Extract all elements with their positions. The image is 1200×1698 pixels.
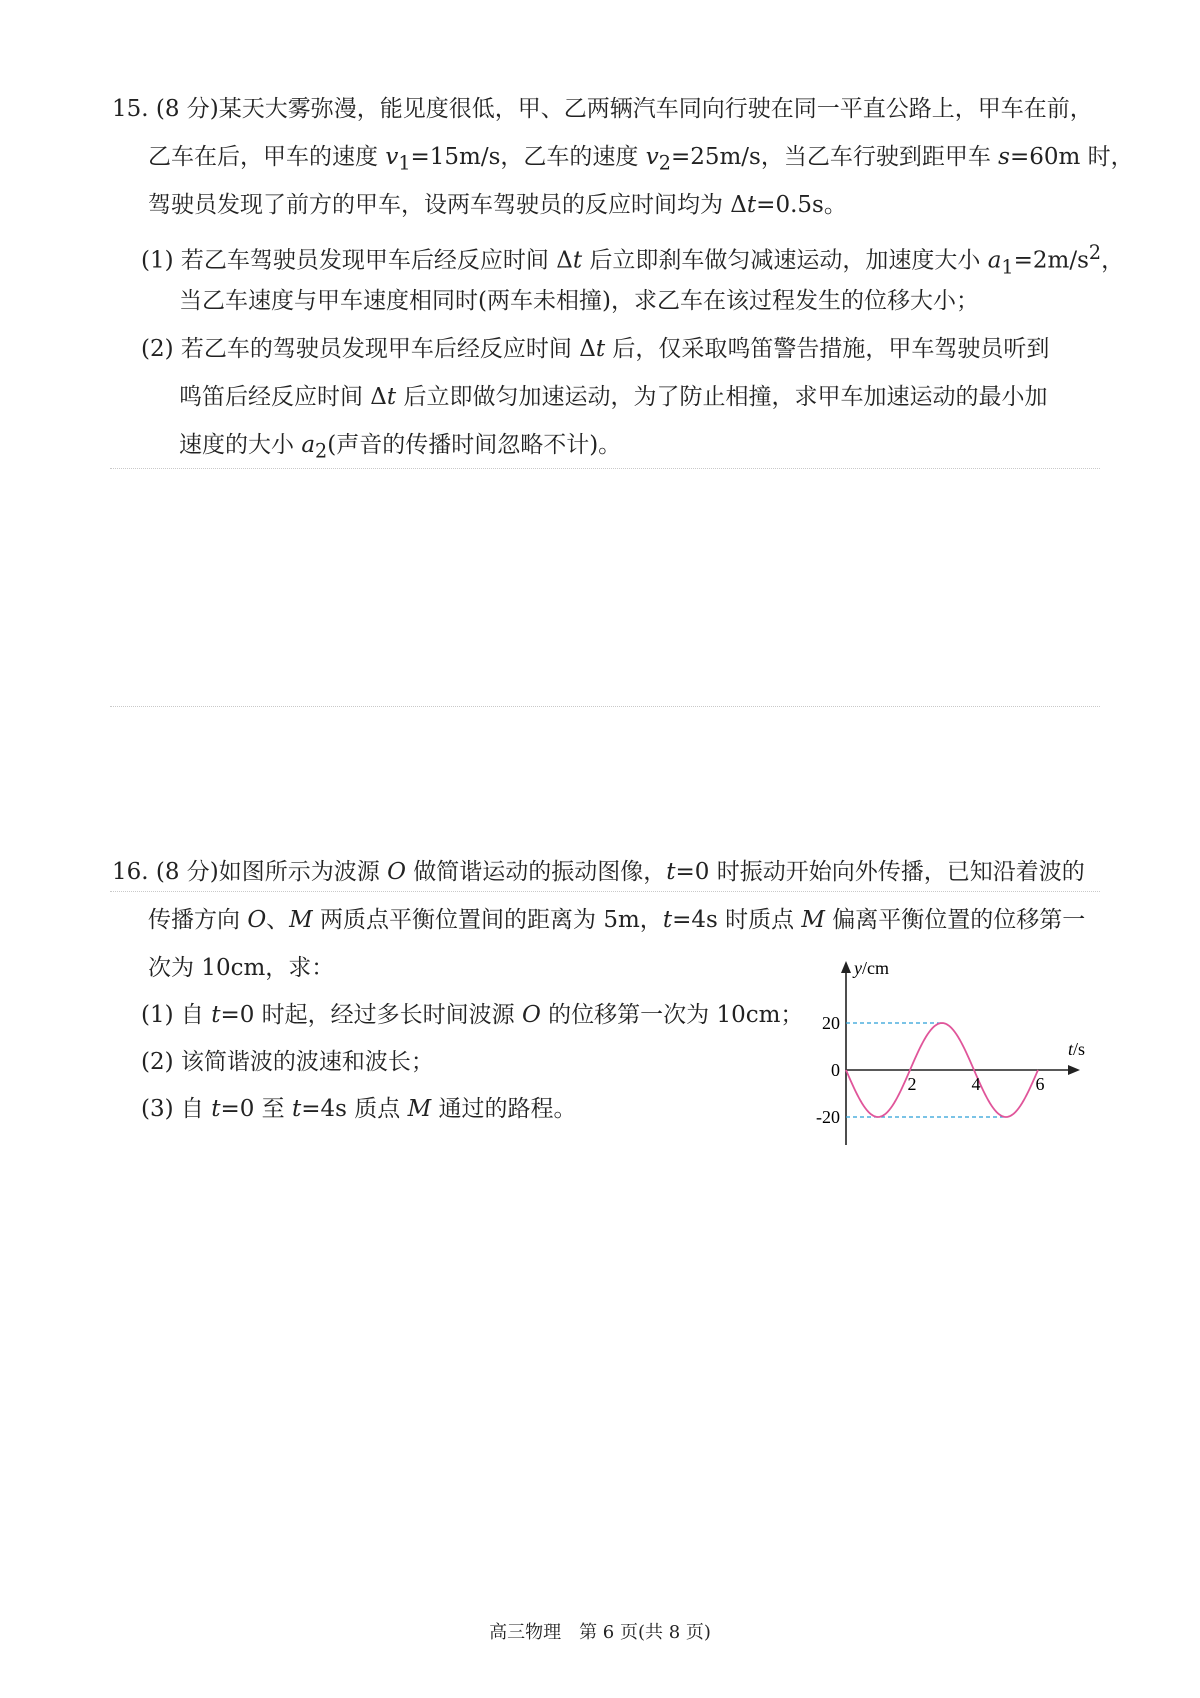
q15-line2: 乙车在后，甲车的速度 $v_1=15m/s$，乙车的速度 $v_2=25m/s$，当乙车行驶到距甲车 s=60m 时， — [148, 144, 1134, 175]
x-tick-label: 2 — [907, 1074, 917, 1094]
q16-part3: (3) 自 t=0 至 t=4s 质点 M 通过的路程。 — [141, 1096, 577, 1122]
q15-line3: 驾驶员发现了前方的甲车，设两车驾驶员的反应时间均为 Δt=0.5s。 — [148, 192, 847, 218]
x-axis-arrow — [1068, 1065, 1080, 1075]
x-tick-label: 4 — [971, 1074, 981, 1094]
q16-line3: 次为 10cm，求： — [148, 955, 335, 981]
page-footer: 高三物理 第 6 页(共 8 页) — [489, 1622, 711, 1643]
y-tick-label: 20 — [822, 1013, 840, 1033]
x-tick-label: 6 — [1035, 1074, 1045, 1094]
q16-line2: 传播方向 O、M 两质点平衡位置间的距离为 5m，t=4s 时质点 M 偏离平衡位置的位移第一 — [148, 907, 1086, 933]
y-tick-label: -20 — [816, 1107, 840, 1127]
separator — [110, 468, 1100, 469]
q15-line1: 15. (8 分)某天大雾弥漫，能见度很低，甲、乙两辆汽车同向行驶在同一平直公路上，甲车在前， — [112, 96, 1093, 122]
separator — [110, 891, 1100, 892]
vibration-graph — [800, 955, 1100, 1155]
y-axis-arrow — [841, 961, 851, 973]
q15-part1-line1: (1) 若乙车驾驶员发现甲车后经反应时间 Δt 后立即刹车做匀减速运动，加速度大小 $a_1=2m/s^2$， — [141, 241, 1125, 279]
q15-part2-line3: 速度的大小 $a_2$(声音的传播时间忽略不计)。 — [179, 432, 622, 463]
q16-line1: 16. (8 分)如图所示为波源 O 做简谐运动的振动图像，t=0 时振动开始向外传播，已知沿着波的 — [112, 859, 1085, 885]
y-axis-label: y/cm — [854, 958, 889, 978]
separator — [110, 706, 1100, 707]
q16-part2: (2) 该简谐波的波速和波长； — [141, 1049, 434, 1075]
q15-part1-line2: 当乙车速度与甲车速度相同时(两车未相撞)，求乙车在该过程发生的位移大小； — [179, 288, 979, 314]
q16-part1: (1) 自 t=0 时起，经过多长时间波源 O 的位移第一次为 10cm； — [141, 1002, 804, 1028]
y-tick-label: 0 — [831, 1060, 840, 1080]
q15-part2-line2: 鸣笛后经反应时间 Δt 后立即做匀加速运动，为了防止相撞，求甲车加速运动的最小加 — [179, 384, 1048, 410]
q15-part2-line1: (2) 若乙车的驾驶员发现甲车后经反应时间 Δt 后，仅采取鸣笛警告措施，甲车驾驶员听到 — [141, 336, 1050, 362]
x-axis-label: t/s — [1068, 1039, 1086, 1059]
